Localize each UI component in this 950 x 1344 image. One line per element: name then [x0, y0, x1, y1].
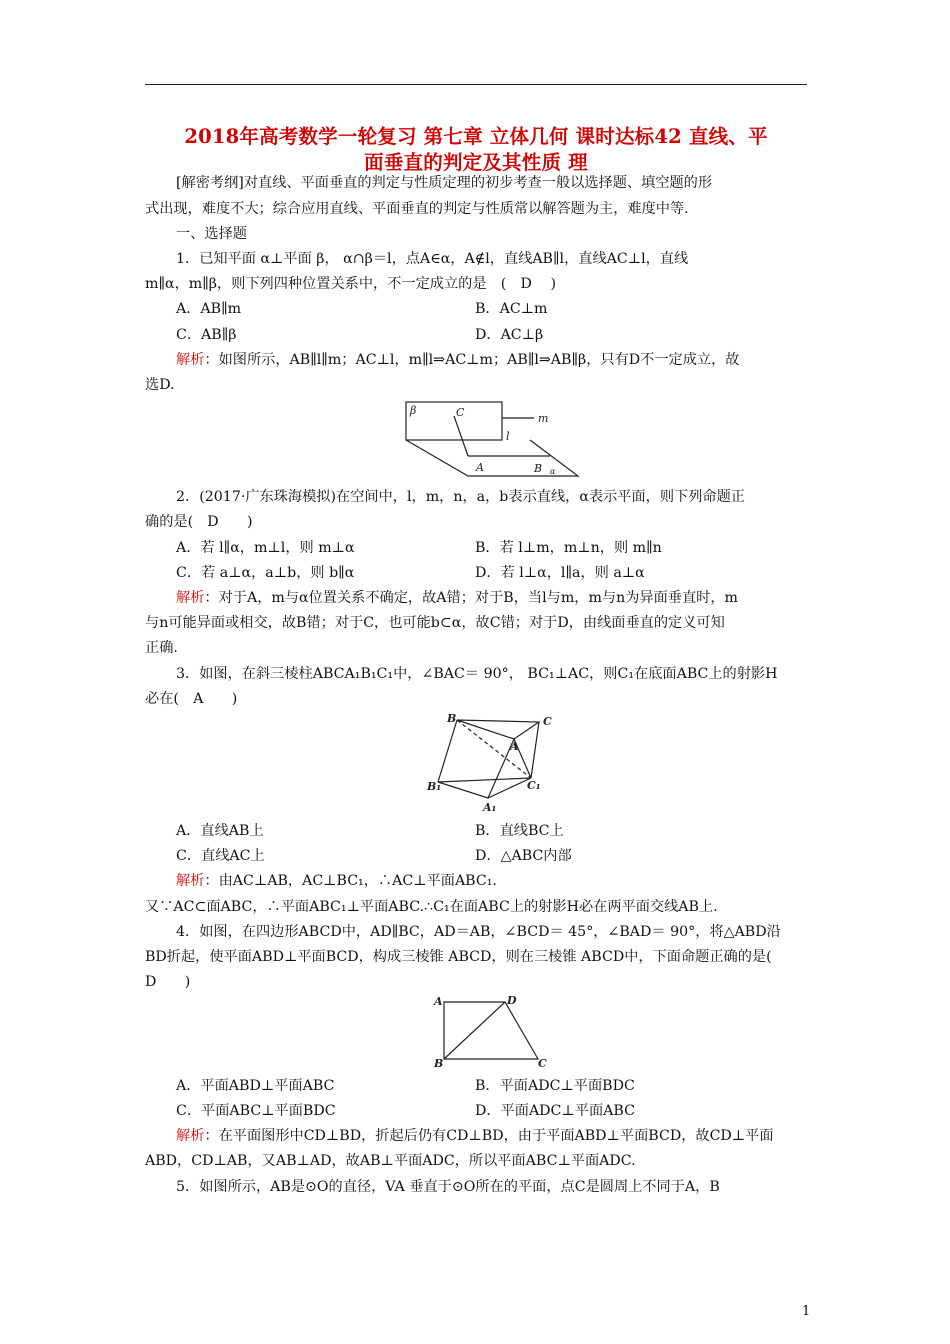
label-c: C: [538, 1057, 547, 1070]
title-line-1: 2018年高考数学一轮复习 第七章 立体几何 课时达标42 直线、平: [184, 125, 768, 148]
q5-stem-1: 5．如图所示，AB是⊙O的直径，VA 垂直于⊙O所在的平面，点C是圆周上不同于A，B: [176, 1179, 720, 1195]
q1-option-a: A．AB∥m: [176, 301, 242, 317]
q2-explanation-label: 解析: [176, 590, 205, 606]
q3-explanation-text: ：由AC⊥AB，AC⊥BC₁，∴AC⊥平面ABC₁.: [204, 873, 497, 889]
q1-explanation-text: ：如图所示，AB∥l∥m；AC⊥l，m∥l⇒AC⊥m；AB∥l⇒AB∥β，只有D不一定成立，故: [204, 352, 740, 368]
q1-explanation-1: [176, 351, 740, 369]
q4-explanation-2: ABD，CD⊥AB，又AB⊥AD，故AB⊥平面ADC，所以平面ABC⊥平面ADC.: [145, 1153, 636, 1169]
quadrilateral-abcd: [444, 1002, 538, 1059]
q3-stem-2: 必在( A ): [145, 691, 238, 707]
q3-explanation-1: [176, 872, 497, 890]
edge-cc1: [531, 722, 539, 778]
label-beta: β: [410, 404, 417, 417]
title-line-2: 面垂直的判定及其性质 理: [364, 151, 588, 174]
q3-option-d: D．△ABC内部: [475, 848, 572, 864]
q4-explanation-text: ：在平面图形中CD⊥BD，折起后仍有CD⊥BD，由于平面ABD⊥平面BCD，故CD⊥平面: [204, 1128, 774, 1144]
label-c: C: [543, 715, 552, 728]
diagonal-bd: [444, 1002, 505, 1059]
label-b: B: [534, 462, 543, 475]
label-d: D: [507, 994, 517, 1007]
q3-option-c: C．直线AC上: [176, 848, 265, 864]
q2-explanation-2: 与n可能异面或相交，故B错；对于C，也可能b⊂α，故C错；对于D，由线面垂直的定义可知: [145, 615, 725, 631]
label-m: m: [538, 412, 549, 425]
q3-figure: [425, 710, 560, 816]
q1-figure: [398, 396, 588, 482]
label-c: C: [456, 406, 465, 419]
q2-stem-2: 确的是( D ): [145, 514, 253, 530]
intro-line-2: 式出现，难度不大；综合应用直线、平面垂直的判定与性质常以解答题为主，难度中等.: [145, 201, 689, 217]
bottom-face: [438, 778, 531, 798]
q1-option-c: C．AB∥β: [176, 327, 237, 343]
q1-explanation-2: 选D.: [145, 377, 175, 393]
label-alpha: α: [550, 467, 556, 476]
q3-option-b: B．直线BC上: [475, 823, 564, 839]
q2-option-c: C．若 a⊥α，a⊥b，则 b∥α: [176, 565, 355, 581]
q4-option-d: D．平面ADC⊥平面ABC: [475, 1103, 635, 1119]
q1-stem-1: 1．已知平面 α⊥平面 β， α∩β＝l，点A∈α，A∉l，直线AB∥l，直线AC⊥l，直线: [176, 251, 689, 267]
page-title: [140, 124, 812, 176]
q1-stem-2: m∥α，m∥β，则下列四种位置关系中，不一定成立的是 ( D ): [145, 276, 557, 292]
q2-explanation-3: 正确.: [145, 640, 178, 656]
q4-explanation-1: [176, 1127, 774, 1145]
label-a: A: [510, 740, 519, 753]
q3-explanation-label: 解析: [176, 873, 205, 889]
section-heading: 一、选择题: [176, 226, 247, 242]
q4-figure: [432, 992, 552, 1070]
q4-option-a: A．平面ABD⊥平面ABC: [176, 1078, 335, 1094]
edge-bc1-dashed: [457, 720, 531, 778]
q3-option-a: A．直线AB上: [176, 823, 264, 839]
label-l: l: [506, 430, 510, 443]
q3-explanation-2: 又∵AC⊂面ABC，∴平面ABC₁⊥平面ABC.∴C₁在面ABC上的射影H必在两平面交线AB上.: [145, 899, 718, 915]
q3-stem-1: 3．如图，在斜三棱柱ABCA₁B₁C₁中，∠BAC＝ 90°， BC₁⊥AC，则C₁在底面ABC上的射影H: [176, 666, 778, 682]
q4-option-c: C．平面ABC⊥平面BDC: [176, 1103, 336, 1119]
label-a1: A₁: [483, 801, 497, 814]
edge-bb1: [438, 720, 457, 782]
q1-explanation-label: 解析: [176, 352, 205, 368]
q2-stem-1: 2．(2017·广东珠海模拟)在空间中，l，m，n，a，b表示直线，α表示平面，则下列命题正: [176, 489, 745, 505]
label-b: B: [434, 1057, 444, 1070]
q2-option-a: A．若 l∥α，m⊥l，则 m⊥α: [176, 540, 355, 556]
q2-explanation-text: ：对于A，m与α位置关系不确定，故A错；对于B，当l与m，m与n为异面垂直时，m: [204, 590, 739, 606]
intro-line-1: [解密考纲]对直线、平面垂直的判定与性质定理的初步考查一般以选择题、填空题的形: [176, 175, 713, 191]
q1-option-d: D．AC⊥β: [475, 327, 544, 343]
line-ac: [454, 416, 468, 456]
q2-option-d: D．若 l⊥α，l∥a，则 a⊥α: [475, 565, 645, 581]
q4-stem-1: 4．如图，在四边形ABCD中，AD∥BC，AD＝AB，∠BCD＝ 45°，∠BAD＝ 90°，将△ABD沿: [176, 924, 781, 940]
label-a: A: [434, 995, 443, 1008]
label-b1: B₁: [427, 780, 442, 793]
q2-explanation-1: [176, 589, 738, 607]
header-rule: [145, 84, 807, 85]
label-a: A: [476, 461, 484, 474]
q4-stem-2: BD折起，使平面ABD⊥平面BCD，构成三棱锥 ABCD，则在三棱锥 ABCD中，下面命题正确的是(: [145, 949, 772, 965]
q1-option-b: B．AC⊥m: [475, 301, 548, 317]
q4-option-b: B．平面ADC⊥平面BDC: [475, 1078, 635, 1094]
q4-explanation-label: 解析: [176, 1128, 205, 1144]
plane-beta: [406, 402, 502, 440]
q4-stem-3: D ): [145, 974, 191, 990]
label-c1: C₁: [527, 779, 541, 792]
page-number: 1: [802, 1304, 811, 1319]
q2-option-b: B．若 l⊥m，m⊥n，则 m∥n: [475, 540, 662, 556]
label-b: B: [447, 712, 457, 725]
